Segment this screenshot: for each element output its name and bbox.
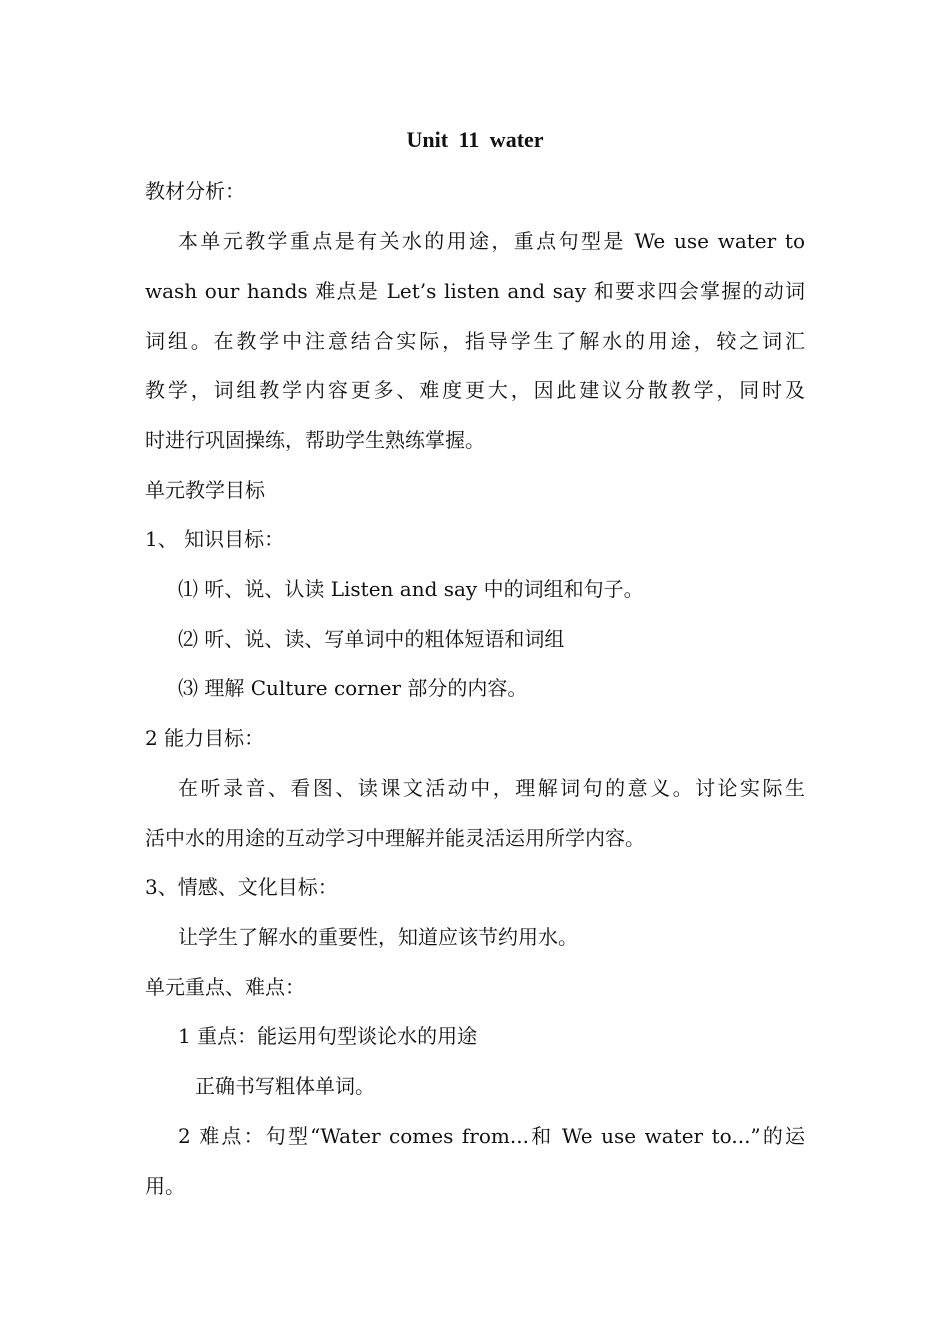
goal-heading-ability: 2 能力目标：: [145, 726, 265, 750]
knowledge-goal-item: ⑶ 理解 Culture corner 部分的内容。: [178, 676, 528, 700]
analysis-paragraph-line: 时进行巩固操练，帮助学生熟练掌握。: [145, 428, 485, 452]
goal-heading-knowledge: 1、 知识目标：: [145, 527, 285, 551]
ability-goal-line: 在听录音、看图、读课文活动中，理解词句的意义。讨论实际生: [178, 776, 805, 800]
key-point-item: 正确书写粗体单词。: [195, 1074, 375, 1098]
knowledge-goal-item: ⑵ 听、说、读、写单词中的粗体短语和词组: [178, 627, 565, 651]
knowledge-goal-item: ⑴ 听、说、认读 Listen and say 中的词组和句子。: [178, 577, 644, 601]
key-point-item: 1 重点：能运用句型谈论水的用途: [178, 1024, 478, 1048]
document-title: Unit 11 water: [406, 127, 544, 152]
analysis-paragraph-line: 词组。在教学中注意结合实际，指导学生了解水的用途，较之词汇: [145, 329, 805, 353]
goal-heading-emotion-culture: 3、情感、文化目标：: [145, 875, 338, 899]
analysis-paragraph-line: 教学，词组教学内容更多、难度更大，因此建议分散教学，同时及: [145, 378, 805, 402]
section-heading-key-points: 单元重点、难点：: [145, 975, 305, 999]
ability-goal-line: 活中水的用途的互动学习中理解并能灵活运用所学内容。: [145, 826, 645, 850]
difficulty-item: 2 难点：句型“Water comes from...和 We use water to...”的运: [178, 1124, 805, 1148]
analysis-paragraph-line: 本单元教学重点是有关水的用途，重点句型是 We use water to: [178, 229, 805, 253]
section-heading-material-analysis: 教材分析：: [145, 179, 245, 203]
emotion-goal-line: 让学生了解水的重要性，知道应该节约用水。: [178, 925, 578, 949]
difficulty-item: 用。: [145, 1174, 185, 1198]
section-heading-unit-goals: 单元教学目标: [145, 478, 265, 502]
analysis-paragraph-line: wash our hands 难点是 Let’s listen and say 和要求四会掌握的动词: [145, 279, 805, 303]
